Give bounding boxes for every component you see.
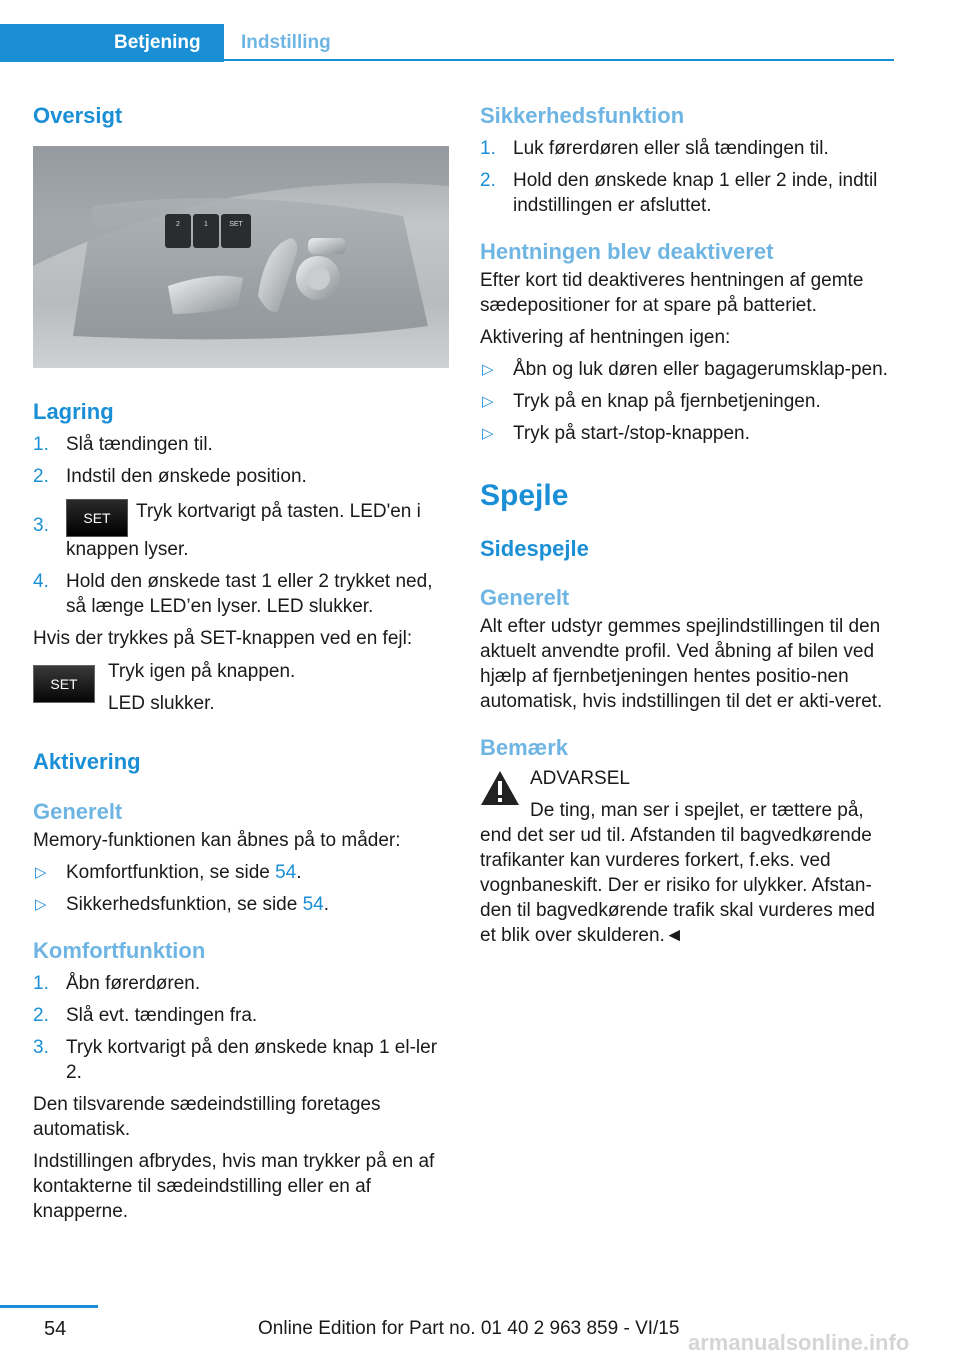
set-button-icon: SET (66, 499, 128, 537)
page-link[interactable]: 54 (275, 862, 297, 883)
warning-triangle-icon (480, 770, 520, 806)
bullet-text: Komfortfunktion, se side (66, 862, 276, 883)
step-number: 2. (33, 1005, 49, 1026)
generelt-bullets (33, 860, 449, 917)
bullet-end: . (323, 894, 329, 915)
header-divider (224, 59, 894, 61)
page-header (0, 0, 960, 62)
bullet-end: . (296, 862, 302, 883)
list-item (33, 892, 449, 917)
step-text: Indstil den ønskede position. (66, 466, 307, 487)
komfort-steps (33, 971, 449, 1085)
generelt-text: Memory-funktionen kan åbnes på to måder: (33, 830, 401, 851)
step-number: 3. (33, 1037, 49, 1058)
list-item (480, 136, 896, 161)
list-item (33, 464, 449, 489)
step-number: 4. (33, 571, 49, 592)
heading-aktivering: Aktivering (33, 749, 141, 774)
warning-title: ADVARSEL (530, 768, 630, 789)
seat-controls-image (33, 146, 449, 368)
step-number: 3. (33, 515, 49, 536)
heading-bemaerk: Bemærk (480, 735, 569, 760)
tab-indstilling[interactable]: Indstilling (241, 32, 331, 53)
spejle-generelt-paragraph: Alt efter udstyr gemmes spejlindstillingen til den aktuelt anvendte profil. Ved åbning af bilen ved hjælp af fjernbetjeningen hentes positio-nen automatisk, hvis indstillingen til det er akti-veret. (480, 616, 883, 712)
list-item (480, 389, 896, 414)
seat-button-1-label: 1 (204, 221, 208, 228)
hentning-paragraph: Efter kort tid deaktiveres hentningen af gemte sædepositioner for at spare på batteriet. (480, 270, 864, 316)
warning-block (480, 766, 896, 823)
bullet-text: Tryk på start-/stop-knappen. (513, 423, 750, 444)
list-item (33, 1035, 449, 1085)
step-text: Slå evt. tændingen fra. (66, 1005, 258, 1026)
fejl-intro: Hvis der trykkes på SET-knappen ved en fejl: (33, 628, 413, 649)
tab-betjening[interactable]: Betjening (0, 24, 224, 62)
heading-hentning: Hentningen blev deaktiveret (480, 239, 774, 264)
watermark: armanualsonline.info (688, 1330, 910, 1355)
step-number: 1. (33, 973, 49, 994)
triangle-bullet-icon: ▷ (35, 864, 47, 881)
warning-text: end det ser ud til. Afstanden til bagvedkørende trafikanter kan vurderes forkert, f.eks. ved vognbaneskift. Der er risiko for ulykker. Afstan-den til bagvedkørende trafik skal vurderes med et blik over skulderen.◄ (480, 825, 875, 946)
triangle-bullet-icon: ▷ (482, 425, 494, 442)
list-item (33, 1003, 449, 1028)
list-item (33, 499, 449, 562)
right-column (480, 100, 896, 948)
step-text: Hold den ønskede knap 1 eller 2 inde, indtil indstillingen er afsluttet. (513, 170, 878, 216)
triangle-bullet-icon: ▷ (482, 361, 494, 378)
seat-button-set-label: SET (229, 221, 243, 228)
step-text: Hold den ønskede tast 1 eller 2 trykket ned, så længe LED’en lyser. LED slukker. (66, 571, 433, 617)
left-column (33, 100, 449, 1224)
list-item (480, 421, 896, 446)
aktivering-paragraph: Aktivering af hentningen igen: (480, 327, 731, 348)
fejl-line-1: Tryk igen på knappen. (108, 661, 296, 682)
bullet-text: Åbn og luk døren eller bagagerumsklap-pen. (513, 359, 888, 380)
page-link[interactable]: 54 (302, 894, 324, 915)
step-text: Tryk kortvarigt på tasten. LED'en i knappen lyser. (66, 501, 421, 560)
step-text: Tryk kortvarigt på den ønskede knap 1 el-ler 2. (66, 1037, 438, 1083)
edition-text: Online Edition for Part no. 01 40 2 963 859 - VI/15 (258, 1318, 680, 1339)
list-item (33, 971, 449, 996)
seat-controls-illustration (33, 146, 449, 368)
lagring-steps (33, 432, 449, 619)
list-item (33, 569, 449, 619)
heading-oversigt: Oversigt (33, 103, 123, 128)
step-text: Åbn førerdøren. (66, 973, 201, 994)
list-item (33, 860, 449, 885)
heading-generelt: Generelt (33, 799, 123, 824)
seat-button-2-label: 2 (176, 221, 180, 228)
set-button-icon: SET (33, 665, 95, 703)
aktivering-bullets (480, 357, 896, 446)
komfort-paragraph-1: Den tilsvarende sædeindstilling foretages automatisk. (33, 1094, 381, 1140)
triangle-bullet-icon: ▷ (482, 393, 494, 410)
fejl-block (33, 659, 449, 716)
fejl-line-2: LED slukker. (108, 693, 215, 714)
footer-divider (0, 1305, 98, 1308)
heading-komfortfunktion: Komfortfunktion (33, 938, 206, 963)
step-text: Luk førerdøren eller slå tændingen til. (513, 138, 829, 159)
sikkerhed-steps (480, 136, 896, 218)
list-item (480, 168, 896, 218)
heading-sikkerhedsfunktion: Sikkerhedsfunktion (480, 103, 685, 128)
heading-sidespejle: Sidespejle (480, 536, 589, 561)
heading-spejle: Spejle (480, 479, 569, 512)
step-number: 2. (480, 170, 496, 191)
komfort-paragraph-2: Indstillingen afbrydes, hvis man trykker på en af kontakterne til sædeindstilling eller en af knapperne. (33, 1151, 435, 1222)
step-number: 2. (33, 466, 49, 487)
list-item (33, 432, 449, 457)
bullet-text: Sikkerhedsfunktion, se side (66, 894, 303, 915)
step-number: 1. (33, 434, 49, 455)
page-number: 54 (44, 1318, 67, 1340)
bullet-text: Tryk på en knap på fjernbetjeningen. (513, 391, 821, 412)
heading-lagring: Lagring (33, 399, 114, 424)
list-item (480, 357, 896, 382)
heading-generelt-spejle: Generelt (480, 585, 570, 610)
triangle-bullet-icon: ▷ (35, 896, 47, 913)
step-text: Slå tændingen til. (66, 434, 213, 455)
warning-first-line: De ting, man ser i spejlet, er tættere på, (530, 800, 864, 821)
step-number: 1. (480, 138, 496, 159)
